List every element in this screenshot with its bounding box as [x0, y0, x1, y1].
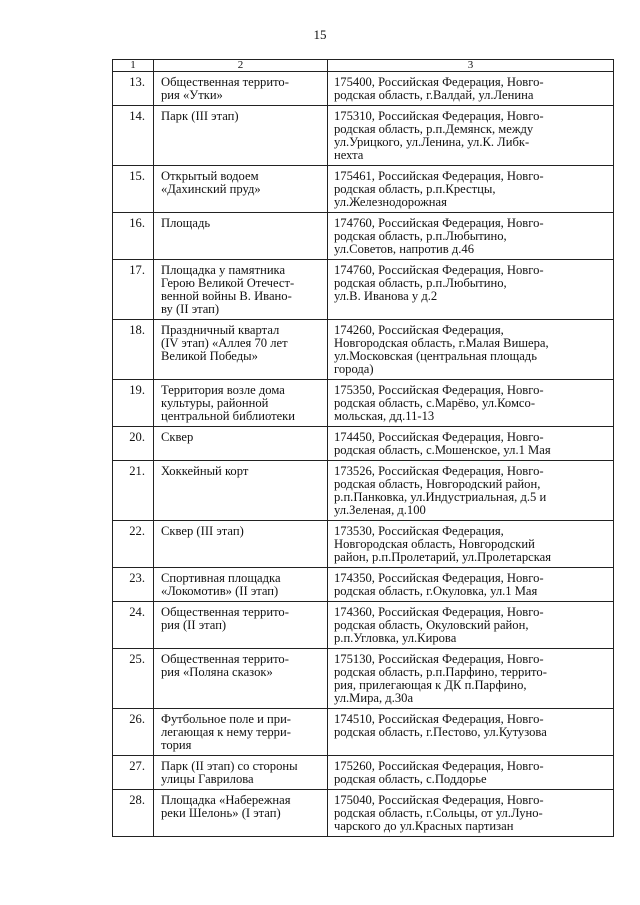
- territory-name-cell: [154, 602, 328, 649]
- table-row: [113, 106, 614, 166]
- territory-name-cell: [154, 260, 328, 320]
- territory-name-cell: [154, 380, 328, 427]
- row-number: 28.: [129, 793, 145, 807]
- territory-name-cell: [154, 756, 328, 790]
- territory-address-cell: [328, 106, 614, 166]
- table-row: [113, 756, 614, 790]
- territories-table: [112, 59, 614, 837]
- table-row: [113, 649, 614, 709]
- row-number-cell: [113, 521, 154, 568]
- territory-name-cell: [154, 427, 328, 461]
- territory-name: Футбольное поле и при- легающая к нему терри- тория: [161, 712, 291, 752]
- page-number: 15: [313, 27, 327, 42]
- row-number-cell: [113, 790, 154, 837]
- row-number-cell: [113, 213, 154, 260]
- territory-address-cell: [328, 521, 614, 568]
- territory-name: Открытый водоем «Дахинский пруд»: [161, 169, 261, 196]
- territory-address: 174510, Российская Федерация, Новго- родская область, г.Пестово, ул.Кутузова: [334, 712, 547, 739]
- territory-name: Парк (III этап): [161, 109, 239, 123]
- row-number-cell: [113, 461, 154, 521]
- territory-name: Площадка «Набережная реки Шелонь» (I этап): [161, 793, 291, 820]
- row-number-cell: [113, 72, 154, 106]
- territory-address-cell: [328, 756, 614, 790]
- territory-address-cell: [328, 320, 614, 380]
- row-number: 18.: [129, 323, 145, 337]
- territory-address: 174450, Российская Федерация, Новго- родская область, с.Мошенское, ул.1 Мая: [334, 430, 551, 457]
- territory-address-cell: [328, 380, 614, 427]
- territory-address: 175461, Российская Федерация, Новго- родская область, р.п.Крестцы, ул.Железнодорожная: [334, 169, 544, 209]
- territory-name-cell: [154, 213, 328, 260]
- territory-name-cell: [154, 166, 328, 213]
- row-number-cell: [113, 568, 154, 602]
- row-number: 24.: [129, 605, 145, 619]
- territory-address: 174760, Российская Федерация, Новго- родская область, р.п.Любытино, ул.В. Иванова у д.2: [334, 263, 544, 303]
- row-number: 17.: [129, 263, 145, 277]
- territory-name-cell: [154, 521, 328, 568]
- row-number: 26.: [129, 712, 145, 726]
- territory-name: Спортивная площадка «Локомотив» (II этап): [161, 571, 281, 598]
- territory-address-cell: [328, 72, 614, 106]
- territory-name-cell: [154, 461, 328, 521]
- table-row: [113, 213, 614, 260]
- territory-address: 174760, Российская Федерация, Новго- родская область, р.п.Любытино, ул.Советов, напротив д.46: [334, 216, 544, 256]
- table-row: [113, 320, 614, 380]
- territory-name: Парк (II этап) со стороны улицы Гаврилова: [161, 759, 298, 786]
- row-number-cell: [113, 649, 154, 709]
- row-number-cell: [113, 320, 154, 380]
- territory-name-cell: [154, 106, 328, 166]
- territory-name-cell: [154, 790, 328, 837]
- table-row: [113, 260, 614, 320]
- table-row: [113, 709, 614, 756]
- row-number: 20.: [129, 430, 145, 444]
- territory-address-cell: [328, 649, 614, 709]
- row-number-cell: [113, 756, 154, 790]
- territory-name: Сквер: [161, 430, 194, 444]
- column-header-1: 1: [113, 60, 154, 72]
- row-number: 27.: [129, 759, 145, 773]
- row-number: 22.: [129, 524, 145, 538]
- table-row: [113, 427, 614, 461]
- territory-address-cell: [328, 568, 614, 602]
- territory-address: 174350, Российская Федерация, Новго- родская область, г.Окуловка, ул.1 Мая: [334, 571, 544, 598]
- territory-name: Праздничный квартал (IV этап) «Аллея 70 лет Великой Победы»: [161, 323, 288, 363]
- table-row: [113, 166, 614, 213]
- territory-address: 175040, Российская Федерация, Новго- родская область, г.Сольцы, от ул.Луно- чарского до ул.Красных партизан: [334, 793, 544, 833]
- territory-name-cell: [154, 568, 328, 602]
- territory-address-cell: [328, 709, 614, 756]
- row-number-cell: [113, 166, 154, 213]
- territory-address: 175260, Российская Федерация, Новго- родская область, с.Поддорье: [334, 759, 544, 786]
- row-number: 13.: [129, 75, 145, 89]
- territory-address: 174360, Российская Федерация, Новго- родская область, Окуловский район, р.п.Угловка, ул.Кирова: [334, 605, 544, 645]
- territory-address-cell: [328, 427, 614, 461]
- row-number: 16.: [129, 216, 145, 230]
- table-header-row: [113, 60, 614, 72]
- territory-address-cell: [328, 166, 614, 213]
- row-number-cell: [113, 602, 154, 649]
- row-number-cell: [113, 380, 154, 427]
- territory-name: Общественная террито- рия (II этап): [161, 605, 289, 632]
- table-row: [113, 602, 614, 649]
- row-number: 21.: [129, 464, 145, 478]
- row-number: 23.: [129, 571, 145, 585]
- territory-address: 174260, Российская Федерация, Новгородская область, г.Малая Вишера, ул.Московская (центральная площадь города): [334, 323, 549, 376]
- column-header-3: 3: [328, 60, 614, 72]
- table-row: [113, 461, 614, 521]
- column-header-2: 2: [154, 60, 328, 72]
- territory-name: Площадь: [161, 216, 211, 230]
- table-row: [113, 380, 614, 427]
- territory-address: 175400, Российская Федерация, Новго- родская область, г.Валдай, ул.Ленина: [334, 75, 544, 102]
- table-row: [113, 568, 614, 602]
- territory-address-cell: [328, 790, 614, 837]
- territory-name-cell: [154, 320, 328, 380]
- territory-address-cell: [328, 602, 614, 649]
- territory-address: 175310, Российская Федерация, Новго- родская область, р.п.Демянск, между ул.Урицкого, ул.Ленина, ул.К. Либк- нехта: [334, 109, 544, 162]
- territory-address: 173526, Российская Федерация, Новго- родская область, Новгородский район, р.п.Панковка, ул.Индустриальная, д.5 и ул.Зеленая, д.100: [334, 464, 547, 517]
- territory-address: 175350, Российская Федерация, Новго- родская область, с.Марёво, ул.Комсо- мольская, дд.11-13: [334, 383, 544, 423]
- row-number: 19.: [129, 383, 145, 397]
- territory-name: Сквер (III этап): [161, 524, 244, 538]
- territory-name: Площадка у памятника Герою Великой Отечест- венной войны В. Ивано- ву (II этап): [161, 263, 295, 316]
- row-number: 15.: [129, 169, 145, 183]
- territory-address-cell: [328, 461, 614, 521]
- territory-name: Общественная террито- рия «Поляна сказок»: [161, 652, 289, 679]
- table-row: [113, 521, 614, 568]
- territory-name-cell: [154, 709, 328, 756]
- territory-name: Хоккейный корт: [161, 464, 249, 478]
- territory-name: Территория возле дома культуры, районной центральной библиотеки: [161, 383, 296, 423]
- row-number: 25.: [129, 652, 145, 666]
- territory-name: Общественная террито- рия «Утки»: [161, 75, 289, 102]
- table-row: [113, 72, 614, 106]
- territory-address-cell: [328, 260, 614, 320]
- table-row: [113, 790, 614, 837]
- row-number: 14.: [129, 109, 145, 123]
- row-number-cell: [113, 709, 154, 756]
- territory-address: 173530, Российская Федерация, Новгородская область, Новгородский район, р.п.Пролетарий, ул.Пролетарская: [334, 524, 552, 564]
- row-number-cell: [113, 427, 154, 461]
- row-number-cell: [113, 260, 154, 320]
- territory-name-cell: [154, 649, 328, 709]
- territory-address-cell: [328, 213, 614, 260]
- territory-name-cell: [154, 72, 328, 106]
- row-number-cell: [113, 106, 154, 166]
- territory-address: 175130, Российская Федерация, Новго- родская область, р.п.Парфино, террито- рия, прилегающая к ДК п.Парфино, ул.Мира, д.30а: [334, 652, 547, 705]
